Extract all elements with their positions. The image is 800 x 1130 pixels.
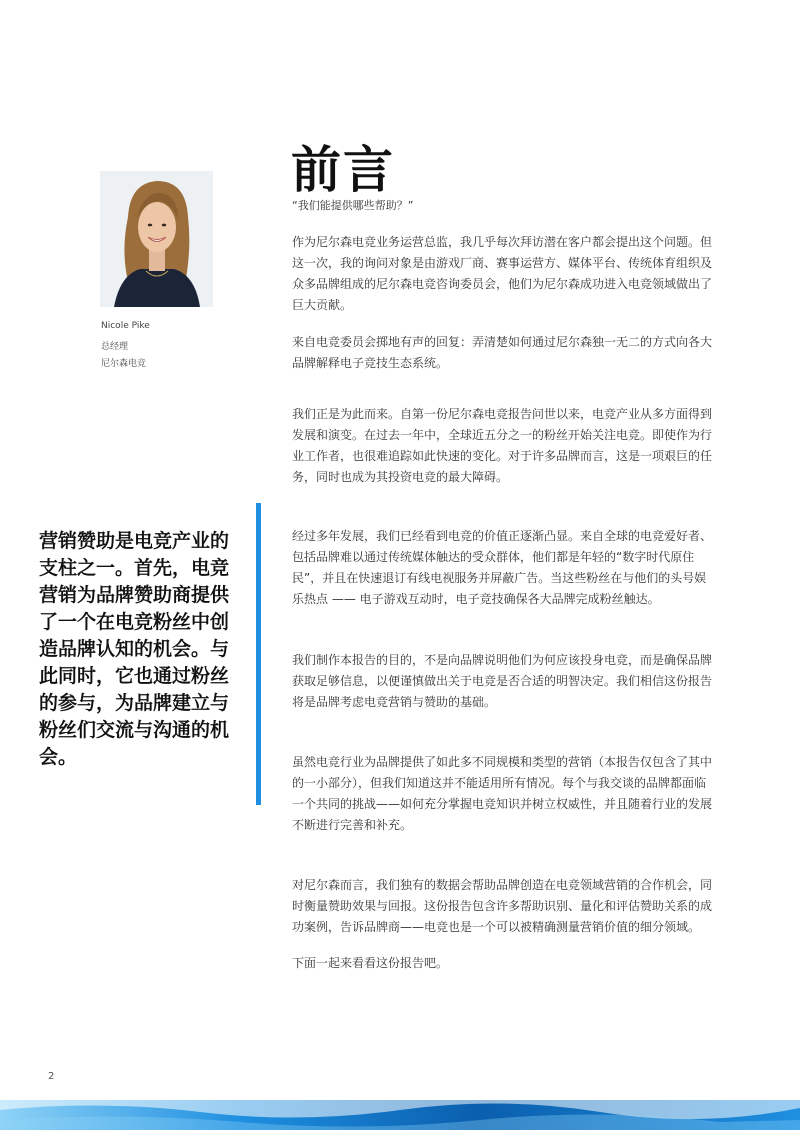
body-paragraph-3: 我们正是为此而来。自第一份尼尔森电竞报告问世以来，电竞产业从多方面得到发展和演变。在过去一年中，全球近五分之一的粉丝开始关注电竞。即使作为行业工作者，也很难追踪如此快速的变化。对于许多品牌而言，这是一项艰巨的任务，同时也成为其投资电竞的最大障碍。 xyxy=(292,407,713,484)
pull-quote-accent-bar xyxy=(256,503,261,805)
page-number: 2 xyxy=(48,1071,55,1082)
body-paragraph-5: 我们制作本报告的目的，不是向品牌说明他们为何应该投身电竞，而是确保品牌获取足够信息，以便谨慎做出关于电竞是否合适的明智决定。我们相信这份报告将是品牌考虑电竞营销与赞助的基础。 xyxy=(292,653,713,709)
page-title: 前言 xyxy=(291,141,395,199)
profile-role: 总经理 xyxy=(101,342,129,352)
body-paragraph-7: 对尼尔森而言，我们独有的数据会帮助品牌创造在电竞领域营销的合作机会，同时衡量赞助效果与回报。这份报告包含许多帮助识别、量化和评估赞助关系的成功案例，告诉品牌商——电竞也是一个可以被精确测量营销价值的细分领域。 xyxy=(292,878,713,934)
body-paragraph-2: 来自电竞委员会掷地有声的回复：弄清楚如何通过尼尔森独一无二的方式向各大品牌解释电子竞技生态系统。 xyxy=(292,335,713,370)
body-paragraph-6: 虽然电竞行业为品牌提供了如此多不同规模和类型的营销（本报告仅包含了其中的一小部分），但我们知道这并不能适用所有情况。每个与我交谈的品牌都面临一个共同的挑战——如何充分掌握电竞知识并树立权威性，并且随着行业的发展不断进行完善和补充。 xyxy=(292,755,713,832)
body-paragraph-1: 作为尼尔森电竞业务运营总监，我几乎每次拜访潜在客户都会提出这个问题。但这一次，我的询问对象是由游戏厂商、赛事运营方、媒体平台、传统体育组织及众多品牌组成的尼尔森电竞咨询委员会，他们为尼尔森成功进入电竞领域做出了巨大贡献。 xyxy=(292,235,713,312)
profile-company: 尼尔森电竞 xyxy=(101,359,147,369)
profile-name: Nicole Pike xyxy=(101,321,150,331)
page-subtitle: “我们能提供哪些帮助？” xyxy=(292,199,414,212)
profile-photo xyxy=(100,171,213,307)
portrait-image xyxy=(100,171,213,307)
pull-quote: 营销赞助是电竞产业的支柱之一。首先，电竞营销为品牌赞助商提供了一个在电竞粉丝中创造品牌认知的机会。与此同时，它也通过粉丝的参与，为品牌建立与粉丝们交流与沟通的机会。 xyxy=(39,530,230,768)
footer-wave-decoration xyxy=(0,1100,800,1130)
body-paragraph-8: 下面一起来看看这份报告吧。 xyxy=(292,956,449,970)
body-paragraph-4: 经过多年发展，我们已经看到电竞的价值正逐渐凸显。来自全球的电竞爱好者、包括品牌难以通过传统媒体触达的受众群体，他们都是年轻的“数字时代原住民”，并且在快速退订有线电视服务并屏蔽广告。当这些粉丝在与他们的头号娱乐热点 —— 电子游戏互动时，电子竞技确保各大品牌完成粉丝触达。 xyxy=(292,529,713,606)
